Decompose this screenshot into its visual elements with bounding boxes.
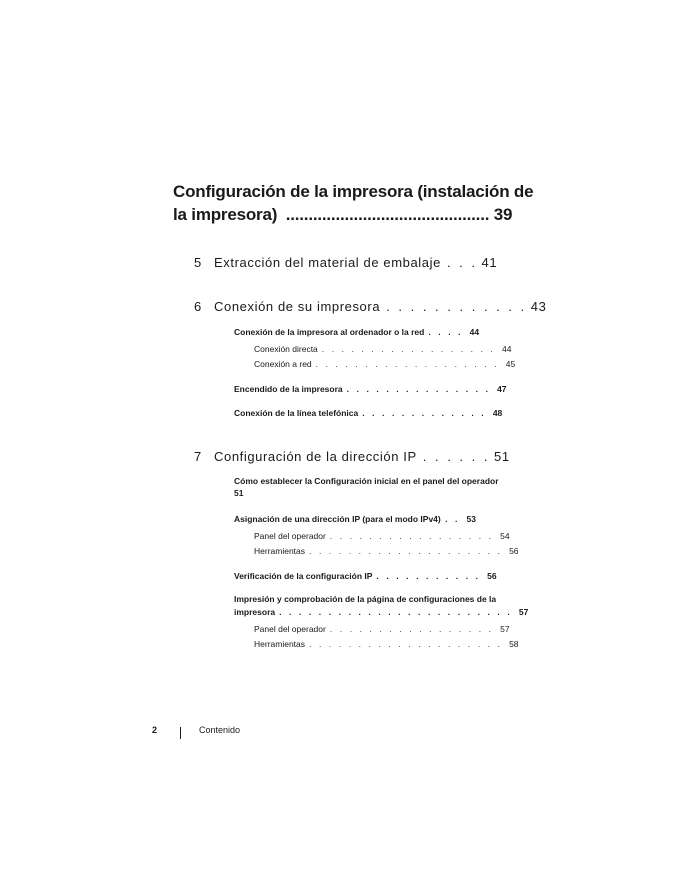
dot-leader: . . . . . . . . . . . . bbox=[386, 299, 527, 314]
section-title-line1: Cómo establecer la Configuración inicial en el panel del operador bbox=[234, 476, 499, 486]
subsection-title: Panel del operador bbox=[254, 624, 326, 634]
dot-leader: . . . . . . . . . . . . . . . . . . . . bbox=[309, 546, 503, 556]
section-title: Verificación de la configuración IP bbox=[234, 571, 373, 581]
subsection-page-number: 54 bbox=[500, 531, 510, 541]
toc-section[interactable] bbox=[234, 384, 507, 394]
subsection-page-number: 44 bbox=[501, 344, 512, 354]
section-title-line2: impresora bbox=[234, 607, 276, 617]
toc-subsection[interactable] bbox=[254, 531, 510, 541]
part-title-line2 bbox=[173, 204, 512, 226]
section-title: Encendido de la impresora bbox=[234, 384, 343, 394]
dot-leader: . . . . . . bbox=[422, 449, 490, 464]
footer-label: Contenido bbox=[199, 725, 241, 735]
toc-section[interactable] bbox=[234, 476, 504, 498]
dot-leader: . . . . . . . . . . . . . . . . . bbox=[329, 531, 494, 541]
part-page-number: 39 bbox=[493, 205, 513, 224]
chapter-title: Extracción del material de embalaje bbox=[214, 255, 441, 270]
footer-page-number: 2 bbox=[152, 725, 158, 735]
part-title-text: la impresora) bbox=[173, 205, 278, 224]
dot-leader: . . . . . . . . . . . . . . . . . . . bbox=[315, 359, 500, 369]
subsection-title: Conexión a red bbox=[254, 359, 312, 369]
section-page-number: 47 bbox=[497, 384, 507, 394]
dot-leader: . . . . . . . . . . . . . . . . . . . . bbox=[309, 639, 503, 649]
dot-leader: . . . . . . . . . . . . . . . . . . . . . . . . bbox=[279, 607, 513, 617]
section-title: Asignación de una dirección IP (para el modo IPv4) bbox=[234, 514, 441, 524]
dot-leader: . . bbox=[445, 514, 460, 524]
footer-divider bbox=[180, 727, 181, 739]
chapter-title: Conexión de su impresora bbox=[214, 299, 381, 314]
toc-subsection[interactable] bbox=[254, 639, 519, 649]
subsection-page-number: 56 bbox=[509, 546, 519, 556]
dot-leader: . . . . . . . . . . . . . . . bbox=[346, 384, 491, 394]
toc-section[interactable] bbox=[234, 408, 503, 418]
chapter-page-number: 41 bbox=[481, 255, 498, 270]
subsection-title: Herramientas bbox=[254, 546, 306, 556]
section-page-number: 53 bbox=[466, 514, 476, 524]
toc-subsection[interactable] bbox=[254, 359, 516, 369]
dot-leader: . . . . . . . . . . . . . . . . . . bbox=[321, 344, 496, 354]
section-page-number: 57 bbox=[518, 607, 529, 617]
subsection-title: Panel del operador bbox=[254, 531, 326, 541]
part-dot-leader: ............................................. bbox=[285, 205, 490, 224]
dot-leader: . . . . . . . . . . . bbox=[376, 571, 481, 581]
chapter-page-number: 51 bbox=[493, 449, 510, 464]
section-title-line2: 51 bbox=[234, 488, 244, 498]
toc-section-line1: Impresión y comprobación de la página de configuraciones de la bbox=[234, 594, 497, 604]
section-title: Conexión de la impresora al ordenador o la red bbox=[234, 327, 425, 337]
toc-chapter-5[interactable] bbox=[194, 255, 498, 270]
section-page-number: 48 bbox=[492, 408, 503, 418]
dot-leader: . . . . . . . . . . . . . bbox=[362, 408, 487, 418]
chapter-number: 5 bbox=[194, 255, 202, 270]
toc-subsection[interactable] bbox=[254, 624, 510, 634]
chapter-number: 6 bbox=[194, 299, 202, 314]
section-title: Conexión de la línea telefónica bbox=[234, 408, 359, 418]
chapter-page-number: 43 bbox=[530, 299, 547, 314]
dot-leader: . . . . bbox=[428, 327, 464, 337]
toc-section[interactable] bbox=[234, 571, 497, 581]
section-page-number: 56 bbox=[487, 571, 497, 581]
subsection-page-number: 57 bbox=[500, 624, 510, 634]
toc-chapter-6[interactable] bbox=[194, 299, 547, 314]
dot-leader: . . . . . . . . . . . . . . . . . bbox=[329, 624, 494, 634]
chapter-number: 7 bbox=[194, 449, 202, 464]
subsection-title: Conexión directa bbox=[254, 344, 318, 354]
toc-section[interactable] bbox=[234, 327, 480, 337]
toc-section[interactable] bbox=[234, 607, 529, 617]
toc-chapter-7[interactable] bbox=[194, 449, 510, 464]
part-title-line1: Configuración de la impresora (instalación de bbox=[173, 182, 534, 201]
section-page-number: 44 bbox=[469, 327, 480, 337]
dot-leader: . . . bbox=[446, 255, 478, 270]
toc-subsection[interactable] bbox=[254, 546, 519, 556]
subsection-title: Herramientas bbox=[254, 639, 306, 649]
chapter-title: Configuración de la dirección IP bbox=[214, 449, 417, 464]
subsection-page-number: 45 bbox=[505, 359, 516, 369]
subsection-page-number: 58 bbox=[509, 639, 519, 649]
toc-subsection[interactable] bbox=[254, 344, 512, 354]
toc-section[interactable] bbox=[234, 514, 476, 524]
